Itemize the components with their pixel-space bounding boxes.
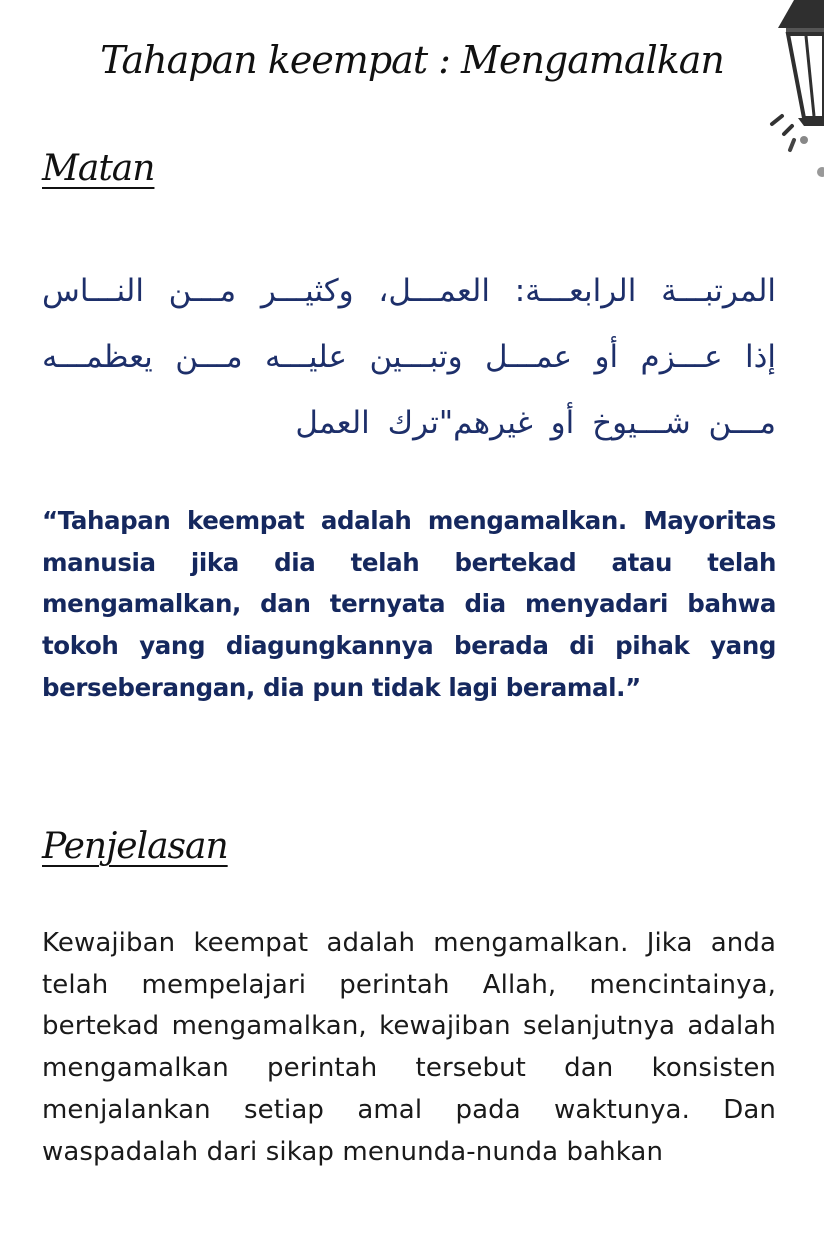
matan-translation: “Tahapan keempat adalah mengamalkan. Mayoritas manusia jika dia telah bertekad atau telah mengamalkan, dan ternyata dia menyadari bahwa tokoh yang diagungkannya berada di pihak yang berseberangan, dia pun tidak lagi beramal.” — [42, 506, 776, 702]
page-title: Tahapan keempat : Mengamalkan — [100, 38, 724, 82]
arabic-matan-text: المرتبـــة الرابعـــة: العمـــل، وكثيـــر مـــن النـــاس إذا عـــزم أو عمـــل وتبـــين عليـــه مـــن يعظمـــه مـــن شـــيوخ أو غيرهم"ترك العمل — [42, 273, 776, 441]
penjelasan-heading: Penjelasan — [42, 826, 228, 867]
penjelasan-body: Kewajiban keempat adalah mengamalkan. Jika anda telah mempelajari perintah Allah, mencintainya, bertekad mengamalkan, kewajiban selanjutnya adalah mengamalkan perintah tersebut dan konsisten menjalankan setiap amal pada waktunya. Dan waspadalah dari sikap menunda-nunda bahkan — [42, 928, 776, 1167]
lantern-icon — [764, 0, 824, 180]
matan-heading: Matan — [42, 148, 155, 189]
